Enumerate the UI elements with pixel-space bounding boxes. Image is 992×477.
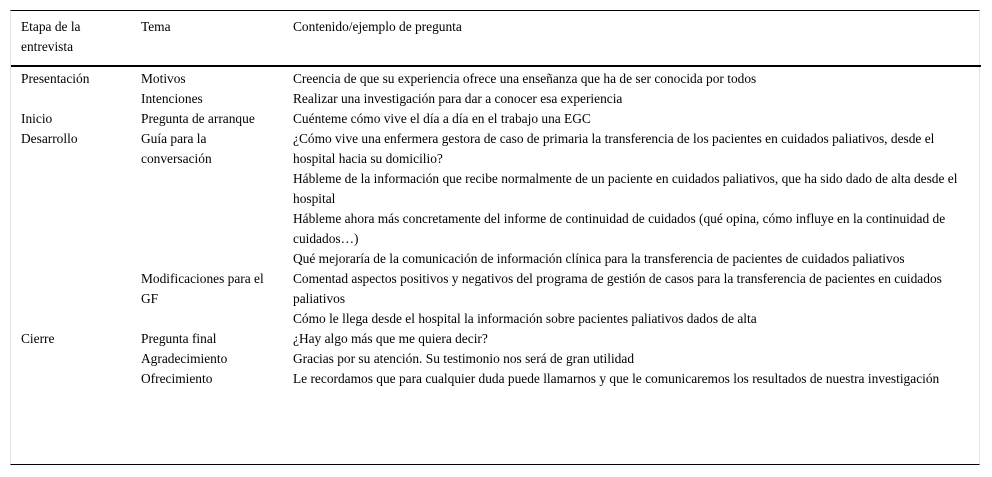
table-body bbox=[11, 66, 981, 389]
content-cell bbox=[283, 66, 981, 89]
table-row bbox=[11, 66, 981, 89]
content-item: ¿Hay algo más que me quiera decir? bbox=[293, 331, 488, 346]
content-cell bbox=[283, 89, 981, 109]
topic-cell: Intenciones bbox=[141, 91, 203, 106]
table-row bbox=[11, 89, 981, 109]
topic-cell: Motivos bbox=[141, 71, 186, 86]
stage-cell: Cierre bbox=[21, 331, 55, 346]
topic-cell: Modificaciones para el GF bbox=[141, 271, 264, 306]
table-row bbox=[11, 109, 981, 129]
stage-cell: Inicio bbox=[21, 111, 53, 126]
stage-cell: Presentación bbox=[21, 71, 90, 86]
table-row bbox=[11, 269, 981, 329]
stage-cell: Desarrollo bbox=[21, 131, 78, 146]
header-content: Contenido/ejemplo de pregunta bbox=[283, 11, 981, 66]
content-item: Qué mejoraría de la comunicación de información clínica para la transferencia de pacientes de cuidados paliativos bbox=[293, 251, 905, 266]
content-item: Hábleme de la información que recibe normalmente de un paciente en cuidados paliativos, que ha sido dado de alta desde el hospital bbox=[293, 171, 958, 206]
table-row bbox=[11, 349, 981, 369]
interview-guide-table-frame bbox=[10, 10, 980, 465]
stage-cell bbox=[11, 369, 131, 389]
content-item: Creencia de que su experiencia ofrece una enseñanza que ha de ser conocida por todos bbox=[293, 71, 757, 86]
content-item: Le recordamos que para cualquier duda puede llamarnos y que le comunicaremos los resultados de nuestra investigación bbox=[293, 371, 940, 386]
header-topic: Tema bbox=[131, 11, 283, 66]
topic-cell: Pregunta final bbox=[141, 331, 217, 346]
stage-cell bbox=[11, 269, 131, 329]
content-item: Comentad aspectos positivos y negativos del programa de gestión de casos para la transferencia de pacientes en cuidados paliativos bbox=[293, 271, 942, 306]
content-cell bbox=[283, 349, 981, 369]
content-cell bbox=[283, 109, 981, 129]
content-cell bbox=[283, 329, 981, 349]
content-item: Hábleme ahora más concretamente del informe de continuidad de cuidados (qué opina, cómo influye en la continuidad de cuidados…) bbox=[293, 211, 946, 246]
topic-cell: Guía para la conversación bbox=[141, 131, 212, 166]
content-item: ¿Cómo vive una enfermera gestora de caso de primaria la transferencia de los pacientes en cuidados paliativos, desde el hospital hacia su domicilio? bbox=[293, 131, 935, 166]
stage-cell bbox=[11, 349, 131, 369]
table-row bbox=[11, 369, 981, 389]
header-stage: Etapa de la entrevista bbox=[11, 11, 131, 66]
content-cell bbox=[283, 269, 981, 329]
topic-cell: Pregunta de arranque bbox=[141, 111, 255, 126]
header-row bbox=[11, 11, 981, 66]
table-header bbox=[11, 11, 981, 66]
table-row bbox=[11, 329, 981, 349]
content-item: Cuénteme cómo vive el día a día en el trabajo una EGC bbox=[293, 111, 591, 126]
stage-cell bbox=[11, 89, 131, 109]
table-row bbox=[11, 129, 981, 269]
topic-cell: Ofrecimiento bbox=[141, 371, 213, 386]
interview-guide-table bbox=[11, 11, 981, 389]
content-cell bbox=[283, 129, 981, 269]
content-item: Realizar una investigación para dar a conocer esa experiencia bbox=[293, 91, 623, 106]
content-item: Cómo le llega desde el hospital la información sobre pacientes paliativos dados de alta bbox=[293, 311, 757, 326]
topic-cell: Agradecimiento bbox=[141, 351, 228, 366]
content-cell bbox=[283, 369, 981, 389]
content-item: Gracias por su atención. Su testimonio nos será de gran utilidad bbox=[293, 351, 635, 366]
